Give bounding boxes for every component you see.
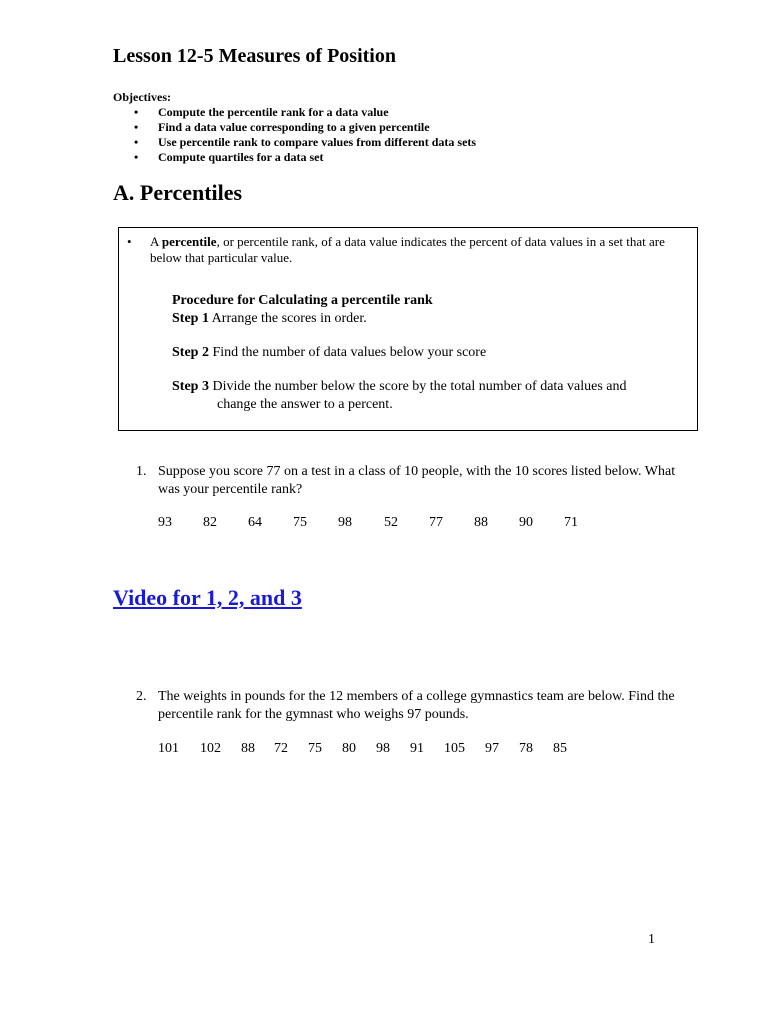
procedure-block	[172, 292, 692, 412]
score-value: 64	[248, 515, 262, 530]
score-value: 52	[384, 515, 398, 530]
step-label: Step 2	[172, 345, 209, 360]
score-value: 71	[564, 515, 578, 530]
bullet-icon: •	[134, 135, 139, 149]
page-title: Lesson 12-5 Measures of Position	[113, 45, 396, 67]
procedure-step-1	[172, 310, 692, 328]
definition-term: percentile	[161, 234, 217, 249]
objective-item	[113, 135, 476, 150]
bullet-icon: •	[134, 105, 139, 119]
objective-text: Compute quartiles for a data set	[158, 150, 324, 164]
score-value: 75	[293, 515, 307, 530]
weight-value: 88	[241, 741, 255, 756]
step-text: Divide the number below the score by the total number of data values and	[208, 379, 627, 394]
objective-item	[113, 150, 476, 165]
question-number: 1.	[136, 464, 147, 479]
procedure-step-2	[172, 344, 692, 362]
objective-item	[113, 120, 476, 135]
bullet-icon: •	[134, 150, 139, 164]
weight-value: 75	[308, 741, 322, 756]
weight-value: 97	[485, 741, 499, 756]
score-value: 90	[519, 515, 533, 530]
percentile-definition	[150, 234, 690, 266]
weight-value: 85	[553, 741, 567, 756]
weight-value: 91	[410, 741, 424, 756]
weight-value: 102	[200, 741, 221, 756]
score-value: 77	[429, 515, 443, 530]
objective-item	[113, 105, 476, 120]
weight-value: 78	[519, 741, 533, 756]
section-heading-percentiles: A. Percentiles	[113, 180, 243, 205]
video-link[interactable]: Video for 1, 2, and 3	[113, 585, 302, 610]
weight-value: 80	[342, 741, 356, 756]
score-value: 88	[474, 515, 488, 530]
score-value: 98	[338, 515, 352, 530]
weight-value: 101	[158, 741, 179, 756]
step-text: Find the number of data values below your score	[208, 345, 487, 360]
question-text: Suppose you score 77 on a test in a class of 10 people, with the 10 scores listed below. What was your percentile rank?	[158, 464, 676, 497]
weight-value: 72	[274, 741, 288, 756]
objective-text: Compute the percentile rank for a data value	[158, 105, 389, 119]
procedure-heading: Procedure for Calculating a percentile rank	[172, 293, 433, 308]
weight-value: 98	[376, 741, 390, 756]
objectives-label: Objectives:	[113, 90, 171, 104]
page-number: 1	[648, 932, 655, 947]
step-label: Step 3	[172, 379, 209, 394]
bullet-icon: •	[134, 120, 139, 134]
bullet-icon: •	[127, 234, 132, 249]
weights-row	[158, 741, 578, 759]
step-label: Step 1	[172, 311, 209, 326]
step-text: Arrange the scores in order.	[208, 311, 367, 326]
objectives-list	[113, 105, 476, 165]
score-value: 93	[158, 515, 172, 530]
scores-row	[158, 515, 618, 533]
step-continuation: change the answer to a percent.	[217, 397, 393, 412]
objective-text: Use percentile rank to compare values from different data sets	[158, 135, 477, 149]
definition-box	[118, 227, 698, 431]
question-number: 2.	[136, 689, 147, 704]
objective-text: Find a data value corresponding to a given percentile	[158, 120, 430, 134]
definition-prefix: A	[150, 234, 162, 249]
question-text: The weights in pounds for the 12 members of a college gymnastics team are below. Find the percentile rank for the gymnast who weighs 97 pounds.	[158, 689, 675, 722]
procedure-step-3	[172, 378, 692, 414]
definition-rest: , or percentile rank, of a data value indicates the percent of data values in a set that are below that particular value.	[150, 234, 665, 265]
weight-value: 105	[444, 741, 465, 756]
score-value: 82	[203, 515, 217, 530]
